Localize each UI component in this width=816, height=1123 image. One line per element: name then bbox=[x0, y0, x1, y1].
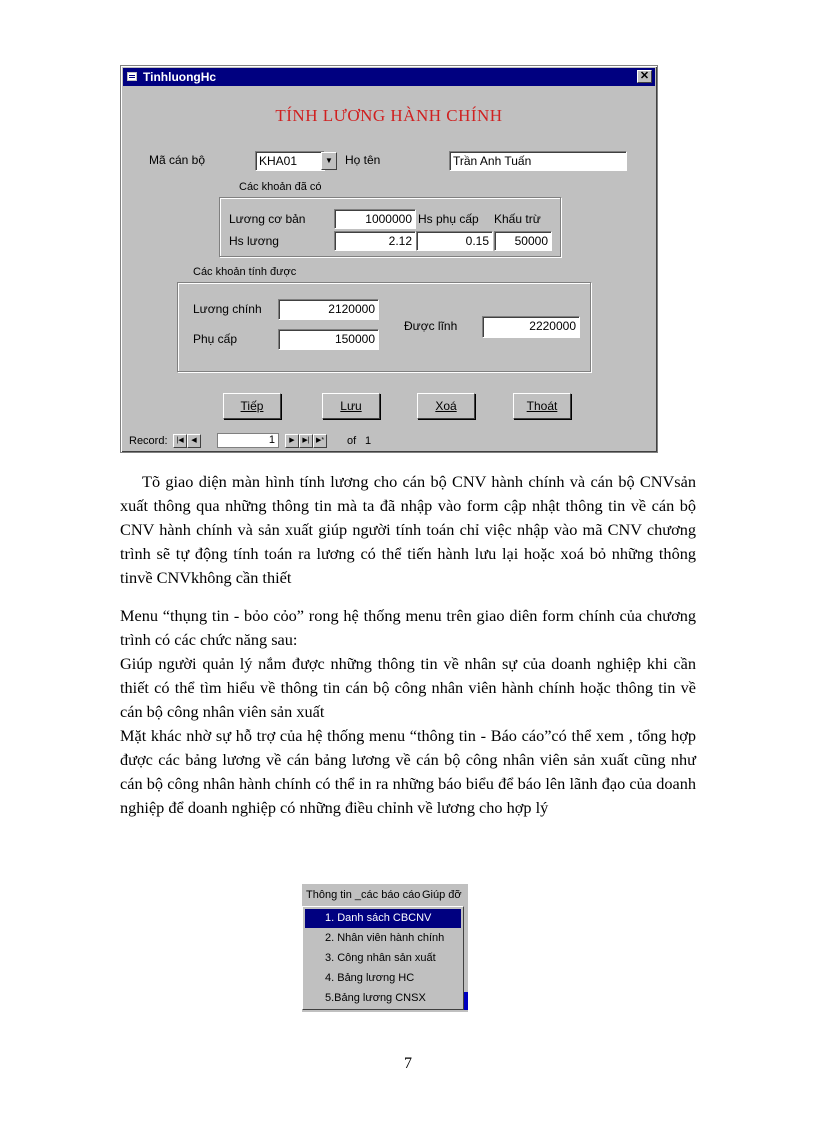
paragraph-text: Giúp người quản lý nắm được những thông tin về nhân sự của doanh nghiệp khi cần thiết có thể tìm hiểu về thông tin cán bộ công nhân viên hành chính hoặc thông tin về cán bộ công nhân viên sản xuất bbox=[120, 654, 696, 721]
menu-item-cong-nhan-san-xuat[interactable]: 3. Công nhân sản xuất bbox=[325, 952, 436, 964]
hs-luong-field[interactable]: 2.12 bbox=[334, 231, 416, 251]
paragraph-menu-desc bbox=[120, 604, 696, 820]
group-da-co-label: Các khoản đã có bbox=[239, 181, 322, 193]
record-number-input[interactable]: 1 bbox=[217, 433, 279, 448]
paragraph-text: Mặt khác nhờ sự hỗ trợ của hệ thống menu “thông tin - Báo cáo”có thể xem , tổng hợp được các bảng lương về cán bảng lương về cán bộ công nhân viên sản xuất cũng như cán bộ công nhân hành chính có thể in ra những báo biểu để báo lên lãnh đạo của doanh nghiệp để doanh nghiệp có những điều chỉnh về lương cho hợp lý bbox=[120, 726, 696, 817]
duoc-linh-label: Được lĩnh bbox=[404, 319, 458, 333]
ma-can-bo-combo[interactable]: KHA01 bbox=[255, 151, 325, 171]
tinh-luong-window bbox=[120, 65, 658, 453]
khau-tru-field[interactable]: 50000 bbox=[494, 231, 552, 251]
record-label: Record: bbox=[129, 435, 168, 447]
ho-ten-field[interactable]: Trần Anh Tuấn bbox=[449, 151, 627, 171]
menu-thong-tin[interactable]: Thông tin _các báo cáo bbox=[306, 889, 421, 901]
menu-item-danh-sach-cbcnv[interactable]: 1. Danh sách CBCNV bbox=[305, 909, 461, 928]
menu-bar bbox=[302, 884, 468, 906]
menu-item-nhan-vien-hanh-chinh[interactable]: 2. Nhân viên hành chính bbox=[325, 932, 445, 944]
first-record-icon[interactable]: |◀ bbox=[173, 434, 187, 448]
luong-co-ban-field[interactable]: 1000000 bbox=[334, 209, 416, 229]
ma-can-bo-label: Mã cán bộ bbox=[149, 153, 206, 167]
tiep-button[interactable]: Tiếp bbox=[223, 393, 281, 419]
window-title: TinhluongHc bbox=[143, 70, 217, 84]
ho-ten-label: Họ tên bbox=[345, 153, 381, 167]
page-number: 7 bbox=[404, 1055, 412, 1072]
last-record-icon[interactable]: ▶| bbox=[299, 434, 313, 448]
phu-cap-field[interactable]: 150000 bbox=[278, 329, 379, 350]
new-record-icon[interactable]: ▶* bbox=[313, 434, 327, 448]
xoa-button[interactable]: Xoá bbox=[417, 393, 475, 419]
prev-record-icon[interactable]: ◀ bbox=[187, 434, 201, 448]
hs-luong-label: Hs lương bbox=[229, 234, 279, 248]
close-icon[interactable]: ✕ bbox=[637, 70, 652, 83]
paragraph-text: Tõ giao diện màn hình tính lương cho cán bộ CNV hành chính và cán bộ CNVsản xuất thông qua những thông tin mà ta đã nhập vào form cập nhật thông tin về cán bộ CNV hành chính và sản xuất giúp người tính toán chỉ việc nhập vào mã CNV chương trình sẽ tự động tính toán ra lương có thể tiến hành lưu lại hoặc xoá bỏ những thông tinvề CNVkhông cần thiết bbox=[120, 472, 696, 587]
group-tinh-duoc-label: Các khoản tính được bbox=[193, 266, 297, 278]
window-titlebar bbox=[123, 68, 655, 86]
thong-tin-menu-screenshot bbox=[302, 884, 468, 1012]
record-total: 1 bbox=[365, 435, 372, 447]
dropdown-menu bbox=[302, 906, 464, 1010]
luong-co-ban-label: Lương cơ bản bbox=[229, 212, 306, 226]
khau-tru-label: Khấu trừ bbox=[494, 212, 541, 226]
menu-giup-do[interactable]: Giúp đỡ bbox=[422, 889, 462, 901]
hs-phu-cap-label: Hs phụ cấp bbox=[418, 212, 479, 226]
next-record-icon[interactable]: ▶ bbox=[285, 434, 299, 448]
menu-item-bang-luong-hc[interactable]: 4. Bảng lương HC bbox=[325, 972, 415, 984]
paragraph-intro bbox=[120, 470, 696, 590]
duoc-linh-field[interactable]: 2220000 bbox=[482, 316, 580, 338]
hs-phu-cap-field[interactable]: 0.15 bbox=[416, 231, 493, 251]
thoat-button[interactable]: Thoát bbox=[513, 393, 571, 419]
record-of-label: of bbox=[347, 435, 357, 447]
phu-cap-label: Phụ cấp bbox=[193, 332, 238, 346]
luu-button[interactable]: Lưu bbox=[322, 393, 380, 419]
luong-chinh-label: Lương chính bbox=[193, 302, 262, 316]
form-icon bbox=[127, 72, 137, 81]
paragraph-text: Menu “thụng tin - bỏo cỏo” rong hệ thống menu trên giao diên form chính của chương trình có các chức năng sau: bbox=[120, 606, 696, 649]
chevron-down-icon[interactable]: ▼ bbox=[321, 152, 337, 170]
menu-item-bang-luong-cnsx[interactable]: 5.Bảng lương CNSX bbox=[325, 992, 426, 1004]
form-title: TÍNH LƯƠNG HÀNH CHÍNH bbox=[275, 106, 503, 125]
background-window-edge bbox=[464, 992, 468, 1010]
record-navigator bbox=[123, 432, 655, 450]
luong-chinh-field[interactable]: 2120000 bbox=[278, 299, 379, 320]
